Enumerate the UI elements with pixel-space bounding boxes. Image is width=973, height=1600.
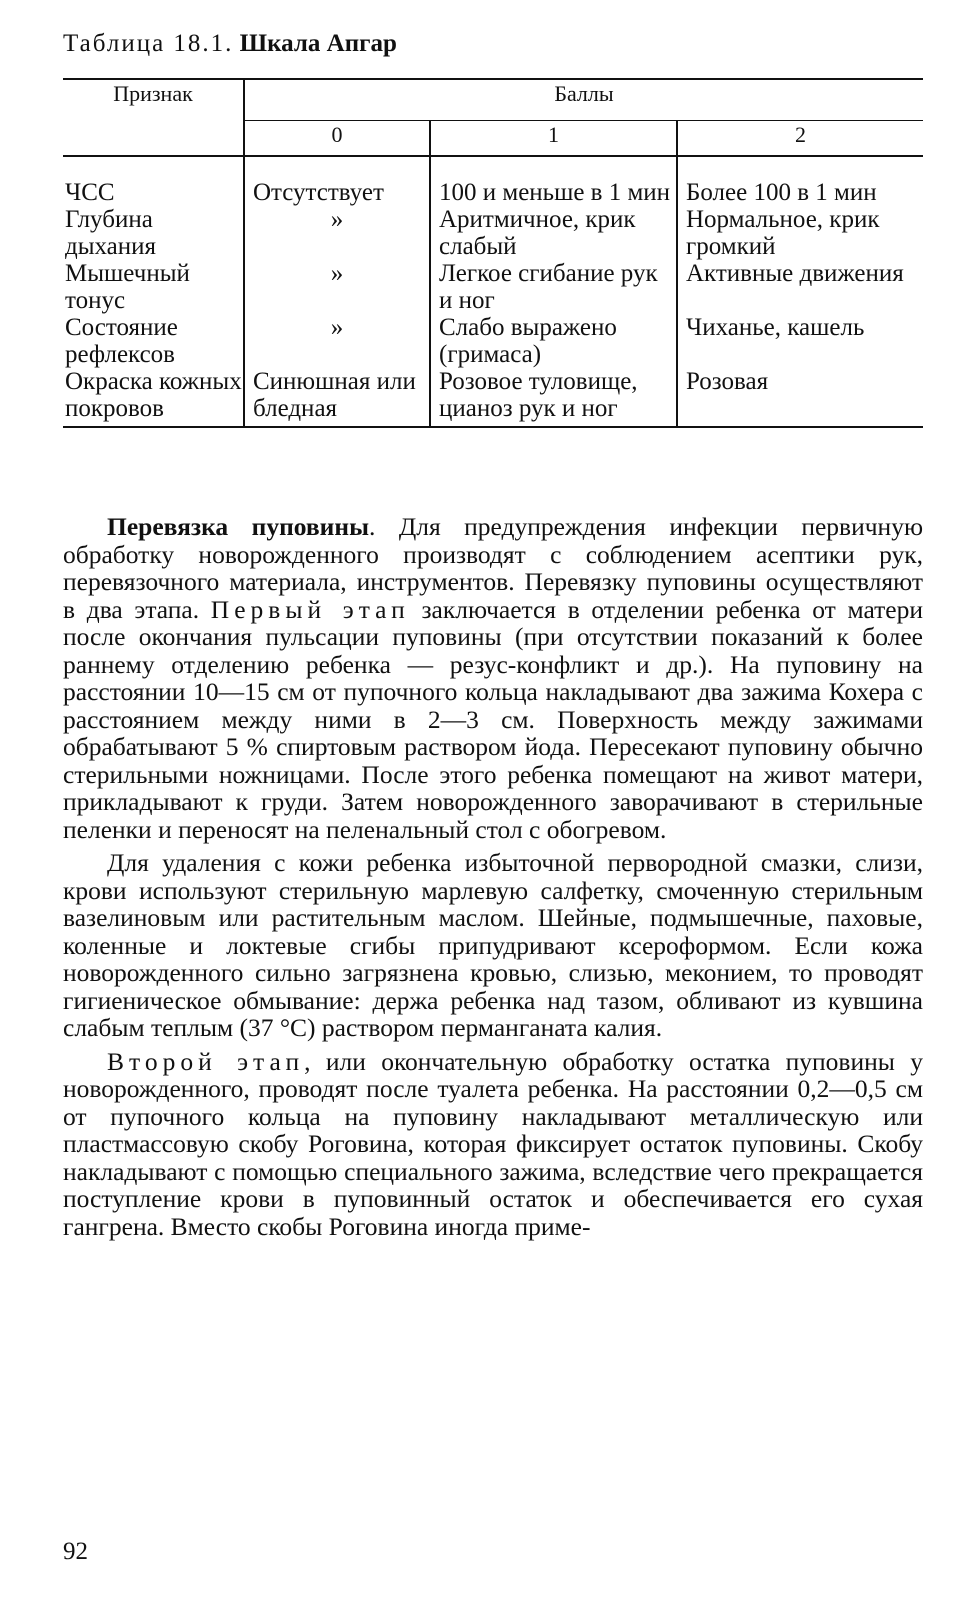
table-caption xyxy=(63,30,397,58)
cell-score-0: » xyxy=(244,260,430,314)
header-score-1: 1 xyxy=(430,121,677,157)
paragraph-text: . Для предупреждения инфекции первичную обработку новорожденного производят с соблюдением асептики рук, перевязочного материала, инструментов. Перевязку пуповины осуществляют в два этапа. xyxy=(63,512,923,624)
paragraph-text: заключается в отделении ребенка от матери после окончания пульсации пуповины (при отсутствии показаний к более раннему отделению ребенка — резус-конфликт и др.). На пуповину на расстоянии 10—15 см от пупочного кольца накладывают два зажима Кохера с расстоянием между ними в 2—3 см. Поверхность между зажимами обрабатывают 5 % спиртовым раствором йода. Пересекают пуповину обычно стерильными ножницами. После этого ребенка помещают на живот матери, прикладывают к груди. Затем новорожденного заворачивают в стерильные пеленки и переносят на пеленальный стол с обогревом. xyxy=(63,594,923,844)
cell-score-2: Активные движения xyxy=(677,260,923,314)
table-row xyxy=(63,260,923,314)
cell-score-1: Розовое туловище, цианоз рук и ног xyxy=(430,368,677,427)
paragraph-text: , или окончательную обработку остатка пуповины у новорожденного, проводят после туалета ребенка. На расстоянии 0,2—0,5 см от пупочного кольца на пуповину накладывают металлическую или пластмассовую скобу Роговина, которая фиксирует остаток пуповины. Скобу накладывают с помощью специального зажима, вследствие чего прекращается поступление крови в пуповинный остаток и обеспечивается его сухая гангрена. Вместо скобы Роговина иногда приме- xyxy=(63,1046,923,1241)
header-score-0: 0 xyxy=(244,121,430,157)
cell-sign: Окраска кожных покровов xyxy=(63,368,244,427)
cell-score-0: Отсутствует xyxy=(244,156,430,206)
cell-sign: Состояние рефлексов xyxy=(65,314,178,368)
cell-sign: Глубина дыхания xyxy=(65,206,157,260)
table-row xyxy=(63,368,923,427)
table-row xyxy=(63,314,923,368)
header-sign: Признак xyxy=(63,79,244,156)
table-row xyxy=(63,206,923,260)
emphasized-text: Второй этап xyxy=(107,1046,305,1076)
table-caption-label: Таблица 18.1. xyxy=(63,30,234,57)
cell-sign: ЧСС xyxy=(63,156,244,206)
header-scores: Баллы xyxy=(244,79,923,121)
cell-score-2: Чиханье, кашель xyxy=(677,314,923,368)
cell-sign: Мышечный тонус xyxy=(65,260,190,314)
cell-score-1: Слабо выражено (гримаса) xyxy=(430,314,677,368)
cell-score-2: Более 100 в 1 мин xyxy=(677,156,923,206)
cell-score-0: Синюшная или бледная xyxy=(244,368,430,427)
emphasized-text: Первый этап xyxy=(210,594,410,624)
body-text xyxy=(63,513,923,1240)
cell-score-0: » xyxy=(244,314,430,368)
header-score-2: 2 xyxy=(677,121,923,157)
table-row xyxy=(63,156,923,206)
apgar-table xyxy=(63,78,923,428)
table-caption-title: Шкала Апгар xyxy=(239,30,397,57)
table-header-row xyxy=(63,79,923,121)
cell-score-2: Розовая xyxy=(677,368,923,427)
cell-score-0: » xyxy=(244,206,430,260)
cell-score-1: Аритмичное, крик слабый xyxy=(430,206,677,260)
cell-score-1: 100 и меньше в 1 мин xyxy=(430,156,677,206)
paragraph-heading: Перевязка пуповины xyxy=(107,512,369,541)
paragraph xyxy=(63,513,923,843)
cell-score-2: Нормальное, крик громкий xyxy=(677,206,923,260)
paragraph: Для удаления с кожи ребенка избыточной первородной смазки, слизи, крови используют стерильную марлевую салфетку, смоченную стерильным вазелиновым или растительным маслом. Шейные, подмышечные, паховые, коленные и локтевые сгибы припудривают ксероформом. Если кожа новорожденного сильно загрязнена кровью, слизью, меконием, то проводят гигиеническое обмывание: держа ребенка над тазом, обливают из кувшина слабым теплым (37 °С) раствором перманганата калия. xyxy=(63,848,923,1042)
paragraph xyxy=(63,1048,923,1241)
page-number: 92 xyxy=(63,1538,88,1565)
cell-score-1: Легкое сгибание рук и ног xyxy=(430,260,677,314)
